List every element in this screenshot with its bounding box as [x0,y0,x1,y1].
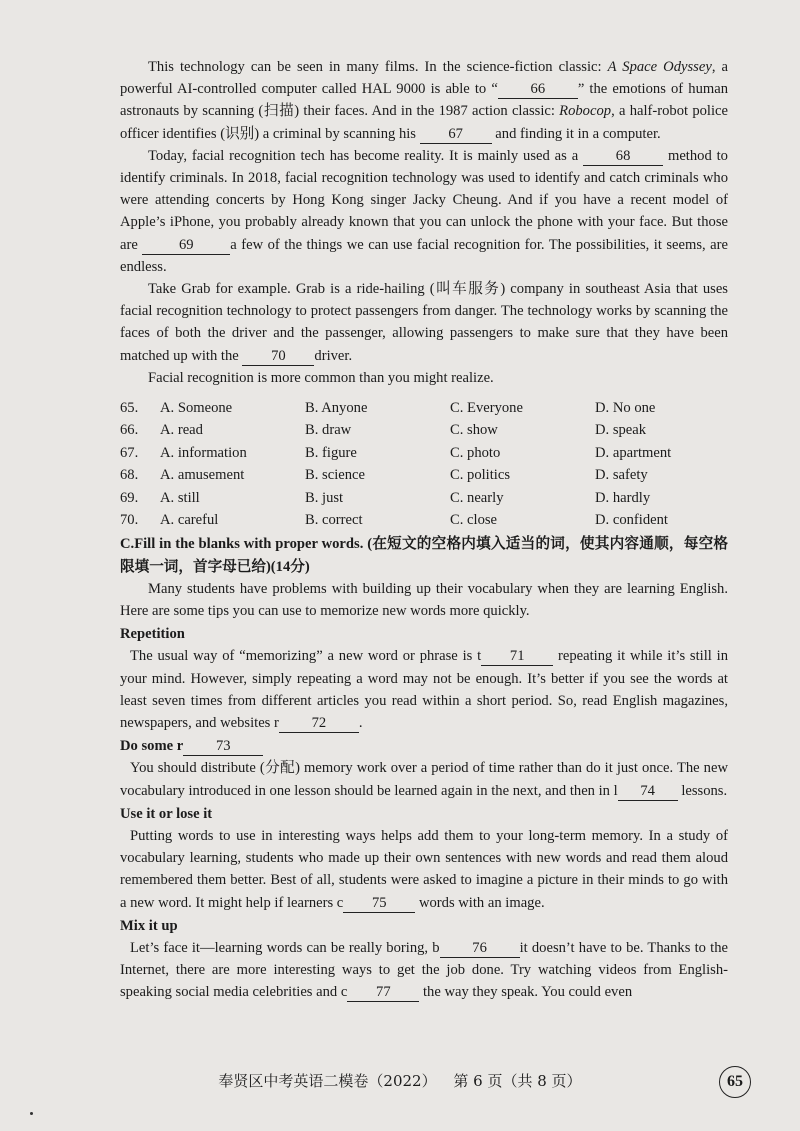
paragraph-reality [120,145,728,278]
option-d[interactable]: D. apartment [595,444,672,461]
paragraph-repetition [120,645,728,734]
heading-use-it: Use it or lose it [120,805,213,822]
question-number: 70. [120,512,139,528]
paragraph-grab [120,278,728,367]
option-row [120,464,728,486]
blank-67[interactable]: 67 [420,126,492,144]
text: driver. [314,347,353,364]
text: and finding it in a computer. [491,125,661,142]
option-a[interactable]: A. Someone [160,400,233,417]
question-number: 65. [120,400,139,417]
text: The usual way of “memorizing” a new word or phrase is t [130,648,482,665]
text: lessons. [677,782,728,799]
option-b[interactable]: B. Anyone [305,400,368,417]
blank-70[interactable]: 70 [242,348,314,366]
option-b[interactable]: B. figure [305,444,357,461]
page-badge: 65 [719,1066,751,1098]
option-b[interactable]: B. science [305,467,365,484]
text: words with an image. [415,894,545,911]
blank-75[interactable]: 75 [343,895,415,913]
blank-76[interactable]: 76 [440,940,520,958]
text: repeating it while it’s still in your mind. However, simply repeating a word may not be enough. It’s better if you see the words at least seven times from different articles you read within a short period. So, read English magazines, newspapers, and websites r [120,648,728,732]
question-number: 66. [120,422,139,439]
heading-do-some [120,735,728,757]
paragraph-mix-it-up [120,937,728,1004]
paragraph-distribute [120,757,728,801]
heading-repetition: Repetition [120,626,185,643]
option-d[interactable]: D. hardly [595,489,651,506]
option-b[interactable]: B. just [305,489,344,506]
blank-72[interactable]: 72 [279,715,359,733]
film-title: Robocop [559,103,612,120]
blank-68[interactable]: 68 [583,148,663,166]
film-title: A Space Odyssey [607,59,712,75]
option-row [120,487,728,509]
option-d[interactable]: D. No one [595,400,656,417]
question-number: 68. [120,467,139,484]
text: Today, facial recognition tech has become reality. It is mainly used as a [148,147,584,164]
option-row [120,419,728,441]
option-c[interactable]: C. photo [450,444,501,461]
option-c[interactable]: C. nearly [450,489,504,506]
text: You should distribute (分配) memory work over a period of time rather than do it just once. The new vocabulary introduced in one lesson should be learned again in the next, and then in l [120,760,728,799]
option-d[interactable]: D. safety [595,467,648,484]
text: , a powerful AI-controlled computer called HAL 9000 is able to “ [120,59,729,98]
text: This technology can be seen in many films. In the science-fiction classic: [148,59,608,75]
scan-speck [30,1112,33,1115]
option-a[interactable]: A. read [160,422,203,439]
blank-71[interactable]: 71 [481,648,553,666]
page-footer [0,1070,800,1091]
question-number: 69. [120,489,139,506]
option-row [120,509,728,531]
option-c[interactable]: C. close [450,512,498,528]
section-c-intro: Many students have problems with building up their vocabulary when they are learning English. Here are some tips you can use to memorize new words more quickly. [120,580,728,619]
option-a[interactable]: A. still [160,489,200,506]
option-b[interactable]: B. correct [305,512,363,528]
option-c[interactable]: C. politics [450,467,510,484]
text: Let’s face it—learning words can be really boring, b [130,940,440,957]
text: Putting words to use in interesting ways helps add them to your long-term memory. In a study of vocabulary learning, students who made up their own sentences with new words and read them aloud remembered them better. Best of all, students were asked to imagine a picture in their minds to go with a new word. It might help if learners c [120,828,728,911]
option-a[interactable]: A. information [160,444,247,461]
option-b[interactable]: B. draw [305,422,352,439]
options-table [120,397,728,531]
paragraph-films [120,56,728,145]
option-c[interactable]: C. show [450,422,498,439]
option-c[interactable]: C. Everyone [450,400,523,417]
option-d[interactable]: D. speak [595,422,647,439]
option-d[interactable]: D. confident [595,512,668,528]
text: , a half-robot police officer identifies (识别) a criminal by scanning his [120,103,728,142]
option-row [120,442,728,464]
text: the way they speak. You could even [419,984,633,1001]
option-row [120,397,728,419]
option-a[interactable]: A. careful [160,512,219,528]
heading-mix-it-up: Mix it up [120,917,178,934]
blank-66[interactable]: 66 [498,81,578,99]
page-content [120,56,728,1004]
question-number: 67. [120,444,139,461]
text: ” the emotions of human astronauts by scanning (扫描) their faces. And in the 1987 action classic: [120,81,728,120]
blank-69[interactable]: 69 [142,237,230,255]
page-number: 第 6 页（共 8 页） [453,1072,582,1090]
heading-text: Do some r [120,738,184,755]
blank-73[interactable]: 73 [183,738,263,756]
text: Take Grab for example. Grab is a ride-hailing (叫车服务) company in southeast Asia that uses facial recognition technology to protect passengers from danger. The technology works by scanning the faces of both the driver and the passenger, allowing passengers to make sure that they have been matched up with the [120,281,728,364]
section-c-title: C.Fill in the blanks with proper words. (在短文的空格内填入适当的词，使其内容通顺，每空格限填一词，首字母已给)(14分) [120,536,728,575]
exam-title: 奉贤区中考英语二模卷（2022） [218,1072,437,1090]
text: . [358,715,363,732]
text: it doesn’t have to be. Thanks to the Internet, there are more interesting ways to get the job done. Try watching videos from English-speaking social media celebrities and c [120,940,728,1001]
option-a[interactable]: A. amusement [160,467,245,484]
text: a few of the things we can use facial recognition for. The possibilities, it seems, are endless. [120,236,728,275]
text: method to identify criminals. In 2018, facial recognition technology was used to identify and catch criminals who were attending concerts by Hong Kong singer Jacky Cheung. And if you have a recent model of Apple’s iPhone, you probably already known that you can unlock the phone with your face. But those are [120,147,728,253]
blank-77[interactable]: 77 [347,984,419,1002]
paragraph-common: Facial recognition is more common than you might realize. [148,369,494,386]
paragraph-use-it [120,825,728,914]
blank-74[interactable]: 74 [618,783,678,801]
